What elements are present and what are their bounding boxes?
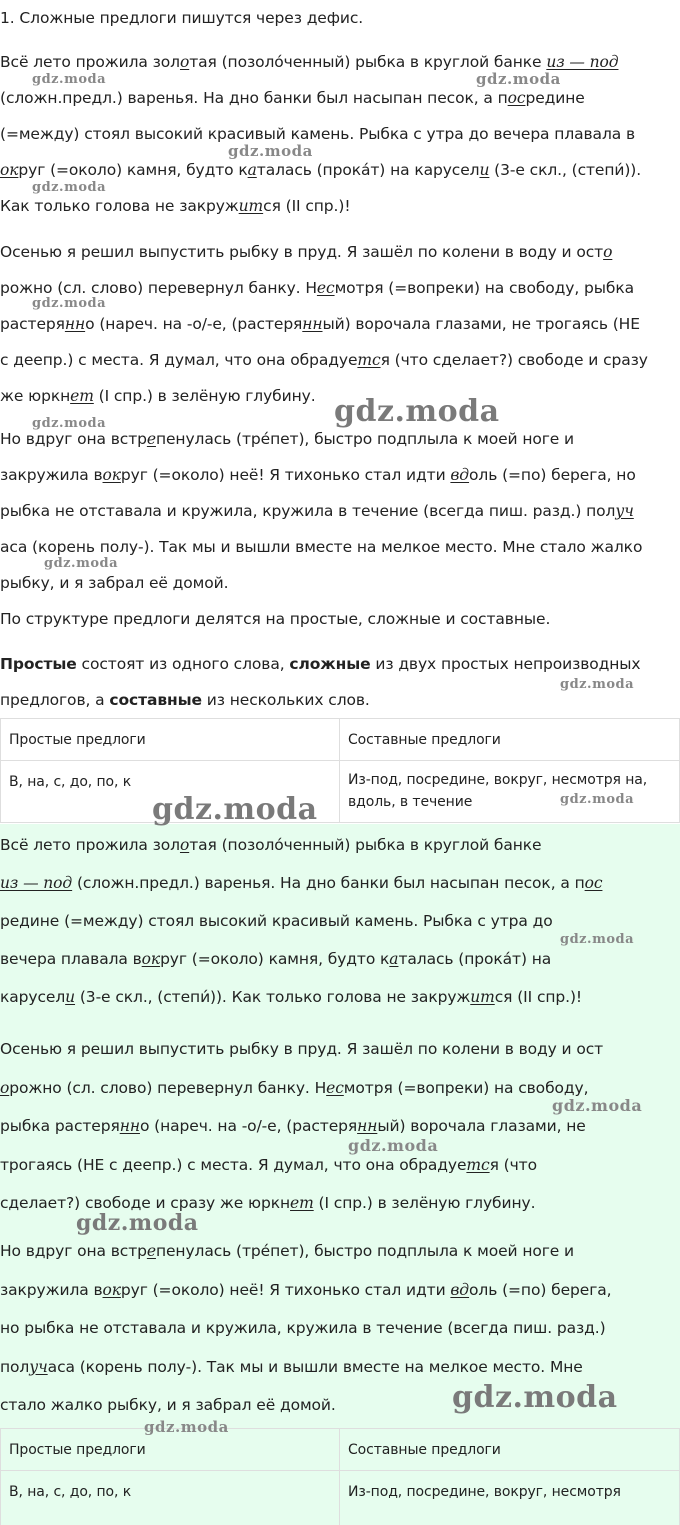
watermark: gdz.moda bbox=[334, 394, 500, 429]
definition-line-1: Простые состоят из одного слова, сложные из двух простых непроизводных bbox=[0, 655, 641, 673]
answer-table-cell-simple: В, на, с, до, по, к bbox=[1, 1471, 340, 1525]
watermark: gdz.moda bbox=[32, 72, 107, 87]
table-cell-simple: В, на, с, до, по, к bbox=[1, 761, 340, 823]
watermark: gdz.moda bbox=[348, 1136, 439, 1155]
rule-block bbox=[0, 0, 680, 36]
watermark: gdz.moda bbox=[32, 180, 107, 195]
structure-block bbox=[0, 601, 680, 637]
g1-line-4: вечера плавала вокруг (=около) камня, будто каталась (прокáт) на bbox=[0, 950, 552, 968]
watermark: gdz.moda bbox=[228, 142, 313, 160]
p3-line-4: аса (корень полу-). Так мы и вышли вместе на мелкое место. Мне стало жалко bbox=[0, 538, 643, 556]
p2-line-3: растерянно (нареч. на -о/-е, (растерянный) ворочала глазами, не трогаясь (НЕ bbox=[0, 315, 640, 333]
watermark: gdz.moda bbox=[144, 1418, 229, 1436]
p3-line-5: рыбку, и я забрал её домой. bbox=[0, 574, 229, 592]
g1-line-2: из — под (сложн.предл.) варенья. На дно банки был насыпан песок, а пос bbox=[0, 874, 603, 892]
answer-table-header-compound: Составные предлоги bbox=[340, 1429, 680, 1471]
paragraph-1 bbox=[0, 44, 680, 224]
p1-line-1: Всё лето прожила золотая (позолóченный) рыбка в круглой банке из — под bbox=[0, 53, 619, 71]
p3-line-3: рыбка не отставала и кружила, кружила в течение (всегда пиш. разд.) получ bbox=[0, 502, 634, 520]
p3-line-2: закружила вокруг (=около) неё! Я тихонько стал идти вдоль (=по) берега, но bbox=[0, 466, 636, 484]
p2-line-5: же юркнет (I спр.) в зелёную глубину. bbox=[0, 387, 316, 405]
g2-line-2: орожно (сл. слово) перевернул банку. Несмотря (=вопреки) на свободу, bbox=[0, 1078, 589, 1097]
g3-line-3: но рыбка не отставала и кружила, кружила в течение (всегда пиш. разд.) bbox=[0, 1319, 606, 1337]
answer-paragraph-1 bbox=[0, 826, 680, 1016]
answer-table-header-row bbox=[1, 1429, 680, 1471]
g3-line-5: стало жалко рыбку, и я забрал её домой. bbox=[0, 1396, 336, 1414]
p1-line-2: (сложн.предл.) варенья. На дно банки был насыпан песок, а посредине bbox=[0, 89, 585, 107]
watermark: gdz.moda bbox=[152, 792, 318, 827]
paragraph-3 bbox=[0, 421, 680, 601]
p1-line-4: округ (=около) камня, будто каталась (прокáт) на карусели (3-е скл., (степи́)). bbox=[0, 161, 642, 179]
watermark: gdz.moda bbox=[452, 1380, 618, 1415]
table-header-simple: Простые предлоги bbox=[1, 719, 340, 761]
prepositions-table bbox=[0, 718, 680, 823]
g2-line-3: рыбка растерянно (нареч. на -о/-е, (растерянный) ворочала глазами, не bbox=[0, 1117, 586, 1135]
g3-line-1: Но вдруг она встрепенулась (трéпет), быстро подплыла к моей ноге и bbox=[0, 1242, 575, 1260]
g2-line-5: сделает?) свободе и сразу же юркнет (I спр.) в зелёную глубину. bbox=[0, 1194, 536, 1212]
g1-line-1: Всё лето прожила золотая (позолóченный) рыбка в круглой банке bbox=[0, 836, 542, 854]
g1-line-3: редине (=между) стоял высокий красивый камень. Рыбка с утра до bbox=[0, 912, 553, 930]
answer-paragraph-2 bbox=[0, 1030, 680, 1223]
watermark: gdz.moda bbox=[476, 70, 561, 88]
watermark: gdz.moda bbox=[560, 792, 635, 807]
rule-text: 1. Сложные предлоги пишутся через дефис. bbox=[0, 9, 364, 27]
p3-line-1: Но вдруг она встрепенулась (трéпет), быстро подплыла к моей ноге и bbox=[0, 430, 575, 448]
watermark: gdz.moda bbox=[32, 416, 107, 431]
p2-line-2: рожно (сл. слово) перевернул банку. Несмотря (=вопреки) на свободу, рыбка bbox=[0, 279, 635, 297]
p1-line-5: Как только голова не закружится (II спр.)! bbox=[0, 197, 351, 215]
table-cell-compound: Из-под, посредине, вокруг, несмотря на, вдоль, в течение bbox=[340, 761, 680, 823]
g1-line-5: карусели (3-е скл., (степи́)). Как только голова не закружится (II спр.)! bbox=[0, 988, 583, 1006]
g3-line-2: закружила вокруг (=около) неё! Я тихонько стал идти вдоль (=по) берега, bbox=[0, 1280, 612, 1299]
watermark: gdz.moda bbox=[32, 296, 107, 311]
g2-line-1: Осенью я решил выпустить рыбку в пруд. Я зашёл по колени в воду и ост bbox=[0, 1040, 604, 1058]
definition-line-2: предлогов, а составные из нескольких слов. bbox=[0, 691, 370, 709]
paragraph-2 bbox=[0, 234, 680, 414]
answer-table-row bbox=[1, 1471, 680, 1525]
answer-table-cell-compound: Из-под, посредине, вокруг, несмотря bbox=[340, 1471, 680, 1525]
g2-line-4: трогаясь (НЕ с деепр.) с места. Я думал, что она обрадуется (что bbox=[0, 1155, 537, 1174]
p2-line-1: Осенью я решил выпустить рыбку в пруд. Я зашёл по колени в воду и осто bbox=[0, 243, 613, 261]
watermark: gdz.moda bbox=[44, 556, 119, 571]
watermark: gdz.moda bbox=[76, 1210, 199, 1236]
watermark: gdz.moda bbox=[560, 932, 635, 947]
p1-line-3: (=между) стоял высокий красивый камень. Рыбка с утра до вечера плавала в bbox=[0, 125, 636, 143]
g3-line-4: получаса (корень полу-). Так мы и вышли вместе на мелкое место. Мне bbox=[0, 1357, 583, 1376]
answer-table-header-simple: Простые предлоги bbox=[1, 1429, 340, 1471]
table-header-compound: Составные предлоги bbox=[340, 719, 680, 761]
answer-table bbox=[0, 1428, 680, 1525]
watermark: gdz.moda bbox=[560, 677, 635, 692]
structure-text: По структуре предлоги делятся на простые, сложные и составные. bbox=[0, 610, 551, 628]
table-header-row bbox=[1, 719, 680, 761]
watermark: gdz.moda bbox=[552, 1096, 643, 1115]
p2-line-4: с деепр.) с места. Я думал, что она обрадуется (что сделает?) свободе и сразу bbox=[0, 351, 648, 369]
